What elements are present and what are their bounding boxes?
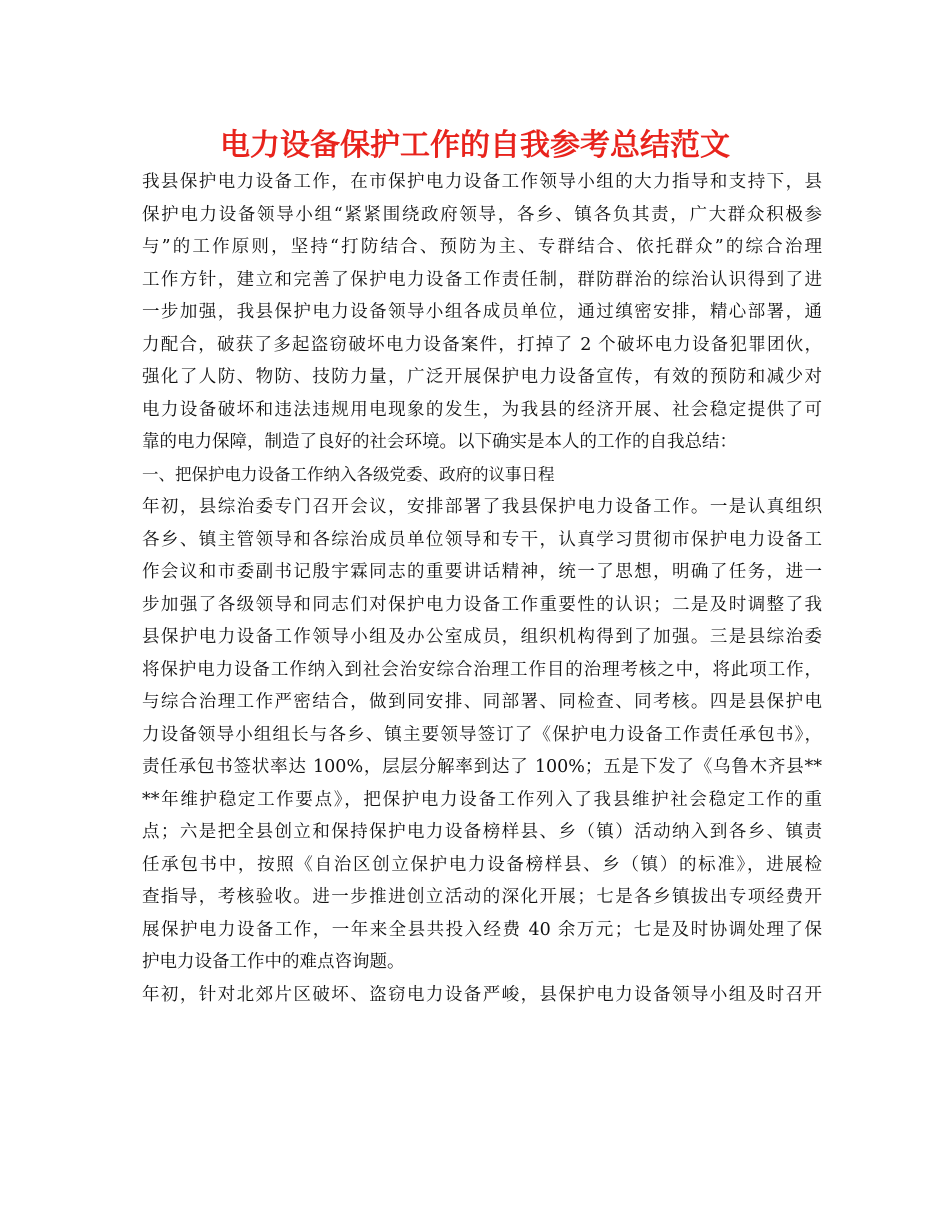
body-text-line: 护电力设备工作中的难点咨询题。 bbox=[142, 952, 405, 972]
body-text-line: 县保护电力设备工作领导小组及办公室成员，组织机构得到了加强。三是县综治委 bbox=[142, 627, 822, 647]
body-text-line: 电力设备破坏和违法违规用电现象的发生，为我县的经济开展、社会稳定提供了可 bbox=[142, 399, 822, 420]
body-text-line: 任承包书中，按照《自治区创立保护电力设备榜样县、乡（镇）的标准》，进展检 bbox=[142, 854, 822, 875]
body-text-line: 力配合，破获了多起盗窃破坏电力设备案件，打掉了 2 个破坏电力设备犯罪团伙， bbox=[142, 334, 822, 355]
body-text-line: 将保护电力设备工作纳入到社会治安综合治理工作目的治理考核之中，将此项工作， bbox=[142, 659, 822, 680]
body-text-line: 强化了人防、物防、技防力量，广泛开展保护电力设备宣传，有效的预防和减少对 bbox=[142, 367, 822, 387]
body-text-line: 我县保护电力设备工作，在市保护电力设备工作领导小组的大力指导和支持下，县 bbox=[142, 172, 822, 192]
document-body bbox=[142, 166, 822, 1011]
body-text-line: 年初，县综治委专门召开会议，安排部署了我县保护电力设备工作。一是认真组织 bbox=[142, 497, 822, 517]
body-text-line: 责任承包书签状率达 100%，层层分解率到达了 100%；五是下发了《乌鲁木齐县** bbox=[142, 757, 822, 777]
body-text-line: 年初，针对北郊片区破坏、盗窃电力设备严峻，县保护电力设备领导小组及时召开 bbox=[142, 984, 822, 1005]
section-heading-line: 一、把保护电力设备工作纳入各级党委、政府的议事日程 bbox=[142, 464, 555, 484]
body-text-line: 与”的工作原则，坚持“打防结合、预防为主、专群结合、依托群众”的综合治理 bbox=[142, 237, 822, 257]
body-text-line: 查指导，考核验收。进一步推进创立活动的深化开展；七是各乡镇拔出专项经费开 bbox=[142, 887, 822, 907]
body-text-line: 工作方针，建立和完善了保护电力设备工作责任制，群防群治的综治认识得到了进 bbox=[142, 269, 822, 290]
document-title: 电力设备保护工作的自我参考总结范文 bbox=[220, 128, 730, 163]
body-text-line: 保护电力设备领导小组“紧紧围绕政府领导，各乡、镇各负其责，广大群众积极参 bbox=[142, 204, 822, 225]
body-text-line: 步加强了各级领导和同志们对保护电力设备工作重要性的认识；二是及时调整了我 bbox=[142, 594, 822, 615]
body-text-line: 一步加强，我县保护电力设备领导小组各成员单位，通过缜密安排，精心部署，通 bbox=[142, 302, 822, 322]
body-text-line: 展保护电力设备工作，一年来全县共投入经费 40 余万元；七是及时协调处理了保 bbox=[142, 919, 822, 940]
body-text-line: 靠的电力保障，制造了良好的社会环境。以下确实是本人的工作的自我总结： bbox=[142, 432, 737, 452]
body-text-line: 各乡、镇主管领导和各综治成员单位领导和专干，认真学习贯彻市保护电力设备工 bbox=[142, 529, 822, 550]
body-text-line: 力设备领导小组组长与各乡、镇主要领导签订了《保护电力设备工作责任承包书》， bbox=[142, 724, 822, 745]
body-text-line: 与综合治理工作严密结合，做到同安排、同部署、同检查、同考核。四是县保护电 bbox=[142, 692, 822, 712]
body-text-line: **年维护稳定工作要点》，把保护电力设备工作列入了我县维护社会稳定工作的重 bbox=[142, 789, 822, 810]
body-text-line: 点；六是把全县创立和保持保护电力设备榜样县、乡（镇）活动纳入到各乡、镇责 bbox=[142, 822, 822, 842]
body-text-line: 作会议和市委副书记殷宇霖同志的重要讲话精神，统一了思想，明确了任务，进一 bbox=[142, 562, 822, 582]
